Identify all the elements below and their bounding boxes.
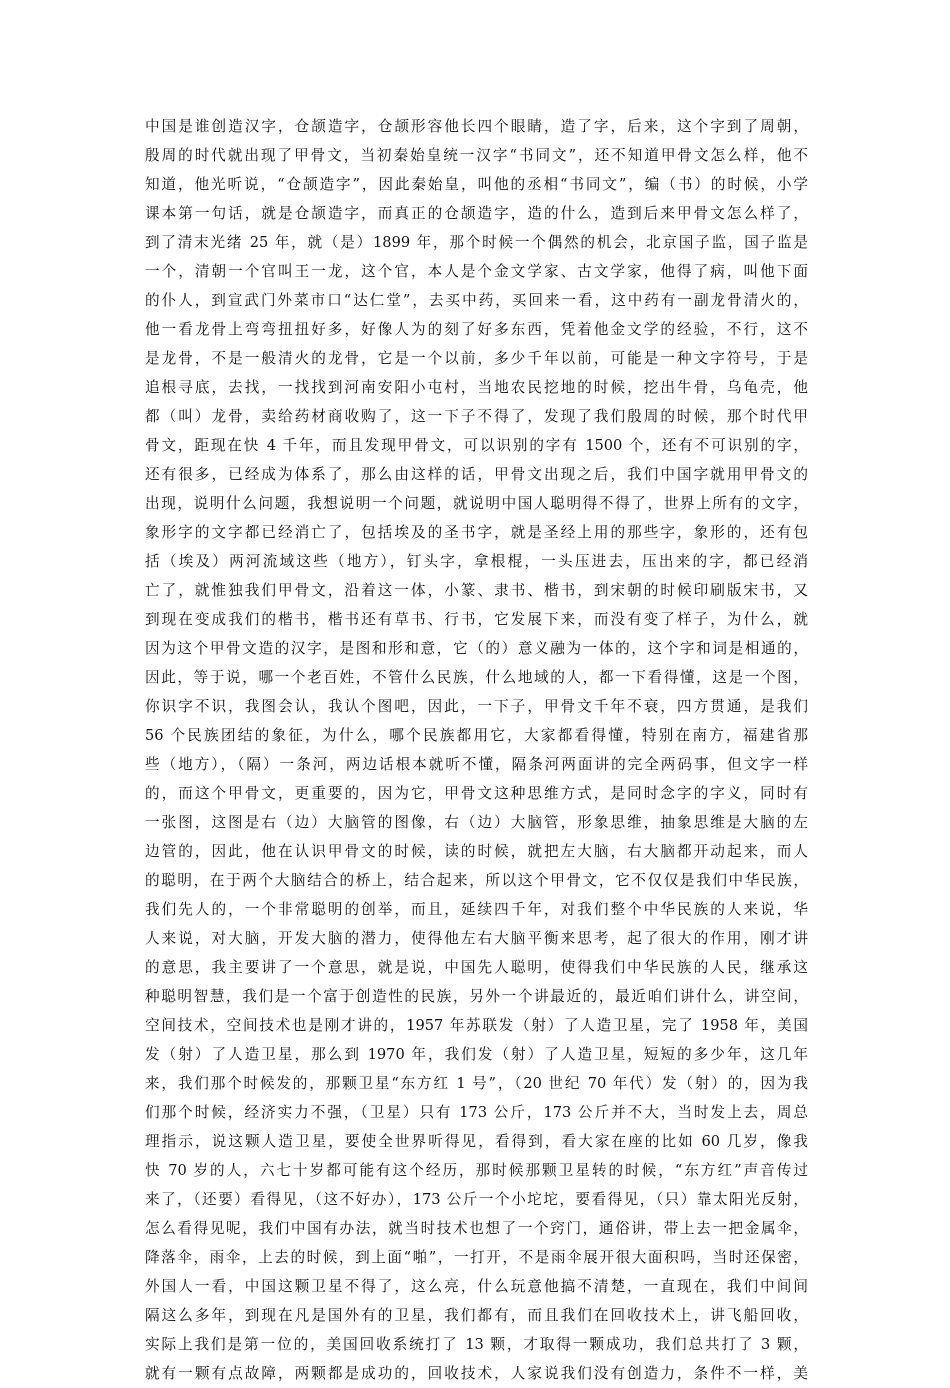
text-line: 是龙骨，不是一般清火的龙骨，它是一个以前，多少千年以前，可能是一种文字符号，于是	[145, 350, 808, 367]
text-line: 知道，他光听说，“仓颉造字”，因此秦始皇，叫他的丞相“书同文”，编（书）的时候，小学	[145, 176, 808, 193]
text-line: 些（地方），（隔）一条河，两边话根本就听不懂，隔条河两面讲的完全两码事，但文字一样	[145, 756, 808, 773]
text-line: 的意思，我主要讲了一个意思，就是说，中国先人聪明，使得我们中华民族的人民，继承这	[145, 959, 808, 976]
text-line: 一个，清朝一个官叫王一龙，这个官，本人是个金文学家、古文学家，他得了病，叫他下面	[145, 263, 808, 280]
text-line: 还有很多，已经成为体系了，那么由这样的话，甲骨文出现之后，我们中国字就用甲骨文的	[145, 466, 808, 483]
text-line: 们那个时候，经济实力不强，（卫星）只有 173 公斤，173 公斤并不大，当时发上去，周总	[145, 1104, 808, 1121]
text-line: 因为这个甲骨文造的汉字，是图和形和意，它（的）意义融为一体的，这个字和词是相通的，	[145, 640, 808, 657]
text-line: 因此，等于说，哪一个老百姓，不管什么民族，什么地域的人，都一下看得懂，这是一个图，	[145, 669, 808, 686]
text-line: 空间技术，空间技术也是刚才讲的，1957 年苏联发（射）了人造卫星，完了 1958 年，美国	[145, 1017, 808, 1034]
text-line: 骨文，距现在快 4 千年，而且发现甲骨文，可以识别的字有 1500 个，还有不可识别的字，	[145, 437, 808, 454]
text-line: 的，而这个甲骨文，更重要的，因为它，甲骨文这种思维方式，是同时念字的字义，同时有	[145, 785, 808, 802]
text-line: 出现，说明什么问题，我想说明一个问题，就说明中国人聪明得不得了，世界上所有的文字，	[145, 495, 808, 512]
text-line: 殷周的时代就出现了甲骨文，当初秦始皇统一汉字“书同文”，还不知道甲骨文怎么样，他不	[145, 147, 808, 164]
text-line: 一张图，这图是右（边）大脑管的图像，右（边）大脑管，形象思维，抽象思维是大脑的左	[145, 814, 808, 831]
text-line: 实际上我们是第一位的，美国回收系统打了 13 颗，才取得一颗成功，我们总共打了 3 颗，	[145, 1336, 808, 1353]
text-line: 发（射）了人造卫星，那么到 1970 年，我们发（射）了人造卫星，短短的多少年，这几年	[145, 1046, 808, 1063]
body-text	[145, 112, 808, 1388]
text-line: 理指示，说这颗人造卫星，要使全世界听得见，看得到，看大家在座的比如 60 几岁，像我	[145, 1133, 808, 1150]
text-line: 追根寻底，去找，一找找到河南安阳小屯村，当地农民挖地的时候，挖出牛骨，乌龟壳，他	[145, 379, 808, 396]
text-line: 种聪明智慧，我们是一个富于创造性的民族，另外一个讲最近的，最近咱们讲什么，讲空间，	[145, 988, 808, 1005]
text-line: 中国是谁创造汉字，仓颉造字，仓颉形容他长四个眼睛，造了字，后来，这个字到了周朝，	[145, 118, 808, 135]
text-line: 快 70 岁的人，六七十岁都可能有这个经历，那时候那颗卫星转的时候，“东方红”声音传过	[145, 1162, 808, 1179]
text-line: 到了清末光绪 25 年，就（是）1899 年，那个时候一个偶然的机会，北京国子监，国子监是	[145, 234, 808, 251]
text-line: 56 个民族团结的象征，为什么，哪个民族都用它，大家都看得懂，特别在南方，福建省那	[145, 727, 808, 744]
text-line: 的聪明，在于两个大脑结合的桥上，结合起来，所以这个甲骨文，它不仅仅是我们中华民族，	[145, 872, 808, 889]
text-line: 象形字的文字都已经消亡了，包括埃及的圣书字，就是圣经上用的那些字，象形的，还有包	[145, 524, 808, 541]
text-line: 你识字不识，我图会认，我认个图吧，因此，一下子，甲骨文千年不衰，四方贯通，是我们	[145, 698, 808, 715]
text-line: 他一看龙骨上弯弯扭扭好多，好像人为的刻了好多东西，凭着他金文学的经验，不行，这不	[145, 321, 808, 338]
text-line: 外国人一看，中国这颗卫星不得了，这么亮，什么玩意他搞不清楚，一直现在，我们中间间	[145, 1278, 808, 1295]
text-line: 边管的，因此，他在认识甲骨文的时候，读的时候，就把左大脑，右大脑都开动起来，而人	[145, 843, 808, 860]
text-line: 来了，（还要）看得见，（这不好办），173 公斤一个小坨坨，要看得见，（只）靠太阳光反射，	[145, 1191, 808, 1208]
text-line: 人来说，对大脑，开发大脑的潜力，使得他左右大脑平衡来思考，起了很大的作用，刚才讲	[145, 930, 808, 947]
text-line: 的仆人，到宣武门外菜市口“达仁堂”，去买中药，买回来一看，这中药有一副龙骨清火的，	[145, 292, 808, 309]
text-line: 都（叫）龙骨，卖给药材商收购了，这一下子不得了，发现了我们殷周的时候，那个时代甲	[145, 408, 808, 425]
text-line: 到现在变成我们的楷书，楷书还有草书、行书，它发展下来，而没有变了样子，为什么，就	[145, 611, 808, 628]
text-line: 我们先人的，一个非常聪明的创举，而且，延续四千年，对我们整个中华民族的人来说，华	[145, 901, 808, 918]
text-line: 怎么看得见呢，我们中国有办法，就当时技术也想了一个窍门，通俗讲，带上去一把金属伞，	[145, 1220, 808, 1237]
text-line: 降落伞，雨伞，上去的时候，到上面“啪”，一打开，不是雨伞展开很大面积吗，当时还保密，	[145, 1249, 808, 1266]
text-line: 就有一颗有点故障，两颗都是成功的，回收技术，人家说我们没有创造力，条件不一样，美	[145, 1365, 808, 1382]
text-line: 括（埃及）两河流域这些（地方），钉头字，拿根棍，一头压进去，压出来的字，都已经消	[145, 553, 808, 570]
text-line: 亡了，就惟独我们甲骨文，沿着这一体，小篆、隶书、楷书，到宋朝的时候印刷版宋书，又	[145, 582, 808, 599]
text-line: 课本第一句话，就是仓颉造字，而真正的仓颉造字，造的什么，造到后来甲骨文怎么样了，	[145, 205, 808, 222]
text-line: 来，我们那个时候发的，那颗卫星“东方红 1 号”，（20 世纪 70 年代）发（射）的，因为我	[145, 1075, 808, 1092]
text-line: 隔这么多年，到现在凡是国外有的卫星，我们都有，而且我们在回收技术上，讲飞船回收，	[145, 1307, 808, 1324]
